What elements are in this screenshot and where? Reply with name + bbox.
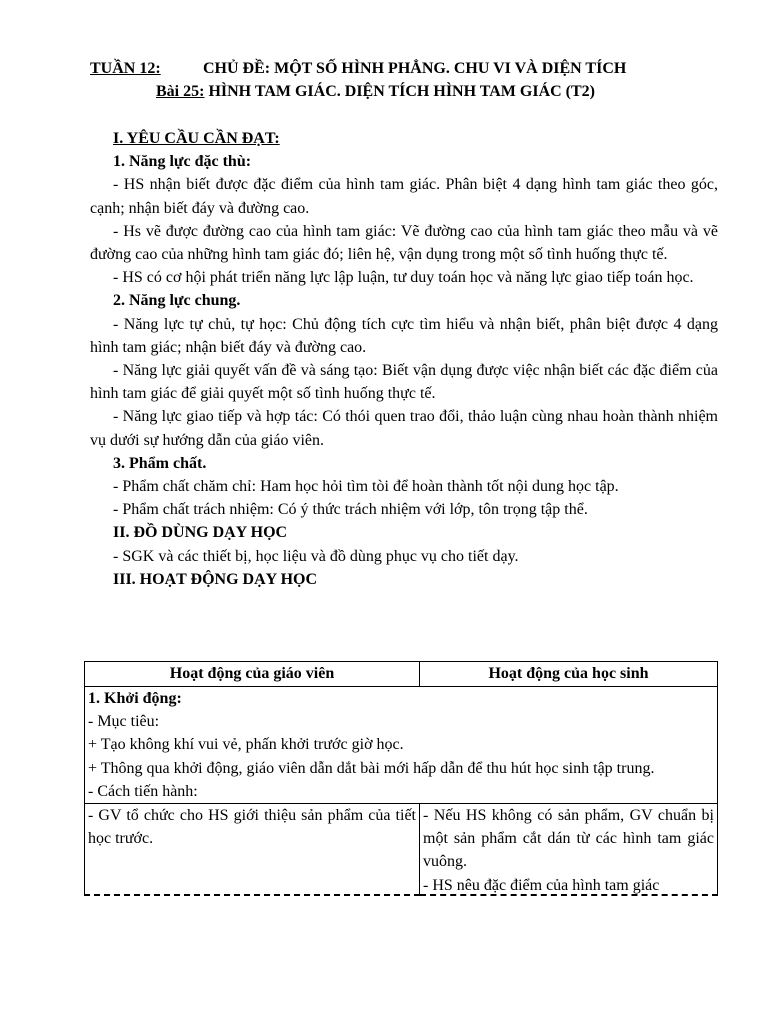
- warmup-line: - Mục tiêu:: [88, 713, 160, 731]
- teacher-activity-text: - GV tổ chức cho HS giới thiệu sản phẩm của tiết học trước.: [88, 807, 416, 848]
- student-activity-cell: [420, 804, 718, 896]
- paragraph: - HS nhận biết được đặc điểm của hình tam giác. Phân biệt 4 dạng hình tam giác theo góc, cạnh; nhận biết đáy và đường cao.: [90, 176, 718, 217]
- paragraph: - HS có cơ hội phát triển năng lực lập luận, tư duy toán học và năng lực giao tiếp toán học.: [113, 269, 694, 287]
- column-header-teacher: Hoạt động của giáo viên: [85, 662, 420, 687]
- paragraph: - SGK và các thiết bị, học liệu và đồ dùng phục vụ cho tiết dạy.: [113, 547, 519, 565]
- warmup-line: - Cách tiến hành:: [88, 782, 198, 800]
- activities-table: [84, 661, 718, 896]
- section-heading-requirements: I. YÊU CẦU CẦN ĐẠT:: [113, 130, 280, 147]
- document-body: [90, 127, 718, 591]
- title-line-1: [90, 57, 627, 80]
- paragraph: - Năng lực giao tiếp và hợp tác: Có thói quen trao đổi, thảo luận cùng nhau hoàn thành nhiệm vụ dưới sự hướng dẫn của giáo viên.: [90, 408, 718, 449]
- student-activity-text: - Nếu HS không có sản phẩm, GV chuẩn bị một sản phẩm cắt dán từ các hình tam giác vuông.: [423, 807, 714, 871]
- paragraph: - Phẩm chất trách nhiệm: Có ý thức trách nhiệm với lớp, tôn trọng tập thể.: [113, 501, 588, 519]
- column-header-student: Hoạt động của học sinh: [420, 662, 718, 687]
- student-activity-text: - HS nêu đặc điểm của hình tam giác: [423, 876, 660, 894]
- subheading-qualities: 3. Phẩm chất.: [113, 454, 207, 472]
- paragraph: - Năng lực tự chủ, tự học: Chủ động tích cực tìm hiểu và nhận biết, phân biệt được 4 dạng hình tam giác; nhận biết đáy và đường cao.: [90, 315, 718, 356]
- subheading-specific-competence: 1. Năng lực đặc thù:: [113, 153, 252, 171]
- warmup-title: 1. Khởi động:: [88, 690, 182, 707]
- paragraph: - Hs vẽ được đường cao của hình tam giác: Vẽ đường cao của hình tam giác theo mẫu và vẽ đường cao của những hình tam giác đó; liên hệ, vận dụng trong một số tình huống thực tế.: [90, 222, 718, 264]
- warmup-cell: [85, 687, 718, 804]
- table-header-row: [85, 662, 718, 687]
- lesson-title: HÌNH TAM GIÁC. DIỆN TÍCH HÌNH TAM GIÁC (T2): [204, 83, 596, 100]
- lesson-label: Bài 25:: [156, 83, 205, 100]
- section-heading-activities: III. HOẠT ĐỘNG DẠY HỌC: [113, 570, 318, 588]
- subheading-general-competence: 2. Năng lực chung.: [113, 292, 241, 310]
- paragraph: - Năng lực giải quyết vấn đề và sáng tạo: Biết vận dụng được việc nhận biết các đặc điểm của hình tam giác để giải quyết một số tình huống thực tế.: [90, 362, 718, 403]
- warmup-line: + Thông qua khởi động, giáo viên dẫn dắt bài mới hấp dẫn để thu hút học sinh tập trung.: [88, 759, 655, 777]
- table-row: [85, 804, 718, 896]
- teacher-activity-cell: [85, 804, 420, 896]
- paragraph: - Phẩm chất chăm chỉ: Ham học hỏi tìm tòi để hoàn thành tốt nội dung học tập.: [113, 478, 619, 496]
- student-activity-content: [423, 804, 714, 894]
- section-heading-materials: II. ĐỒ DÙNG DẠY HỌC: [113, 524, 288, 542]
- topic-title: CHỦ ĐỀ: MỘT SỐ HÌNH PHẲNG. CHU VI VÀ DIỆN TÍCH: [203, 60, 627, 77]
- title-line-2: [156, 80, 595, 103]
- warmup-line: + Tạo không khí vui vẻ, phấn khởi trước giờ học.: [88, 736, 404, 754]
- week-label: TUẦN 12:: [90, 60, 161, 77]
- table-row: [85, 687, 718, 804]
